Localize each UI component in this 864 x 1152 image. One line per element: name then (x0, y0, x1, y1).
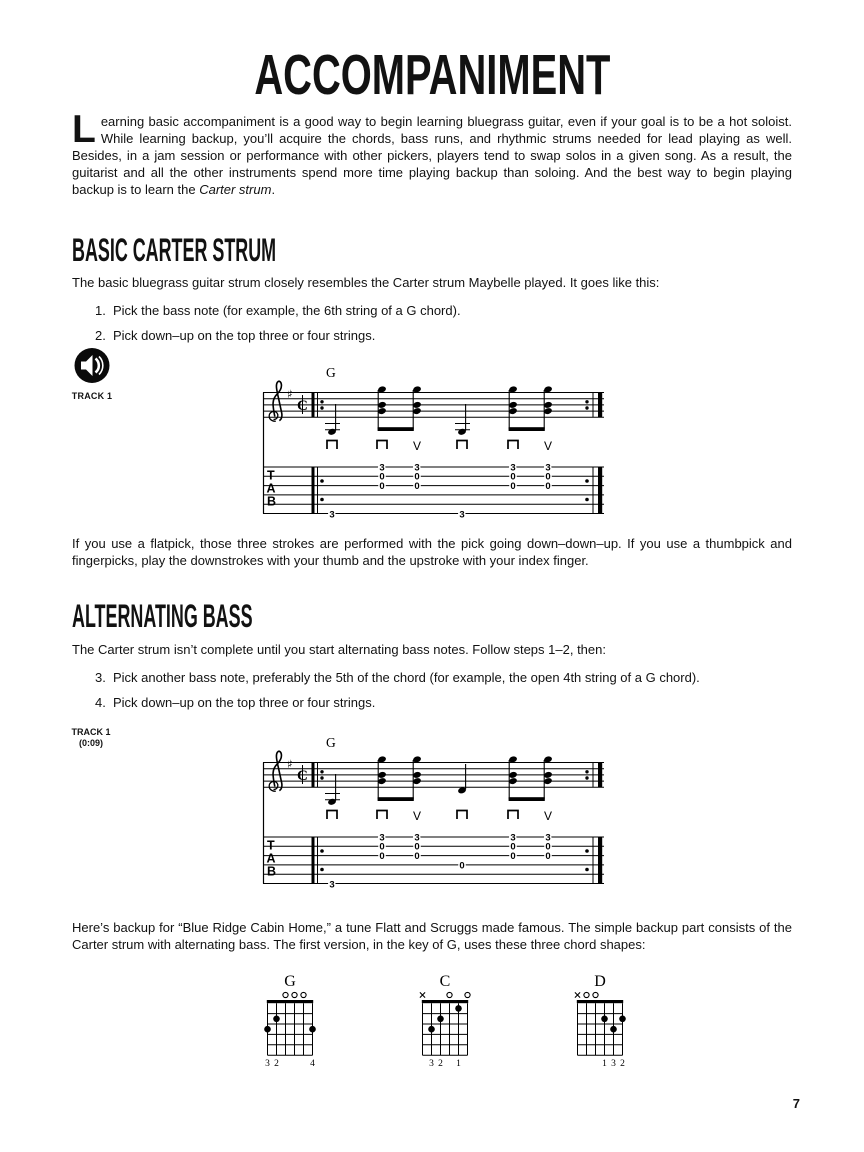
intro-paragraph: Learning basic accompaniment is a good way to begin learning bluegrass guitar, even if your goal is to be a hot soloist. While learning backup, you’ll acquire the chords, bass runs, and rhythmic strums needed for lead playing as well. Besides, in a jam session or performance with other pickers, players tend to swap solos in a given song. As a result, the guitarist and all the other instruments spend more time playing backup than soloing. And the best way to begin playing backup is to learn the Carter strum. (72, 108, 792, 197)
tab-fret: 0 (379, 481, 385, 492)
tab-letter-t: T (267, 468, 275, 483)
key-signature-sharp: ♯ (287, 387, 293, 401)
step-number: 4. (95, 695, 106, 710)
tab-fret: 0 (414, 851, 420, 862)
finger-number: 3 (611, 1059, 616, 1070)
track-1-badge (66, 347, 118, 401)
tab-fret: 3 (414, 832, 420, 844)
chord-diagram-c (417, 972, 473, 1072)
tab-fret: 0 (545, 841, 551, 853)
alternating-bass-intro: The Carter strum isn’t complete until you start alternating bass notes. Follow steps 1–2, then: (72, 642, 606, 657)
tab-fret: 0 (414, 471, 420, 483)
step-number: 1. (95, 303, 106, 318)
tab-fret: 0 (510, 851, 516, 862)
cut-time-symbol: C (297, 768, 308, 784)
chord-symbol: G (326, 365, 336, 380)
tab-fret: 0 (414, 481, 420, 492)
step-2 (95, 327, 792, 344)
tab-fret: 0 (510, 471, 516, 483)
step-text: Pick down–up on the top three or four strings. (113, 695, 376, 710)
tab-fret: 3 (459, 509, 465, 521)
music-example-alternating-bass (262, 734, 608, 892)
step-number: 3. (95, 670, 106, 685)
tab-fret: 0 (379, 851, 385, 862)
finger-number: 4 (310, 1059, 315, 1070)
tab-fret: 3 (379, 832, 385, 844)
page-number: 7 (792, 1096, 800, 1111)
beam (378, 427, 414, 431)
steps-3-4 (95, 669, 792, 719)
step-3 (95, 669, 792, 686)
key-signature-sharp: ♯ (287, 757, 293, 771)
downstroke-icon (377, 441, 387, 450)
flatpick-paragraph: If you use a flatpick, those three strokes are performed with the pick going down–down–up. If you use a thumbpick and fingerpicks, play the downstrokes with your thumb and the upstroke with your index finger. (72, 536, 792, 568)
chord-diagram-d (572, 972, 628, 1072)
upstroke-label: V (543, 809, 553, 823)
track-label: TRACK 1 (71, 391, 113, 401)
basic-carter-intro: The basic bluegrass guitar strum closely resembles the Carter strum Maybelle played. It goes like this: (72, 275, 660, 290)
tab-fret: 3 (379, 462, 385, 474)
downstroke-icon (377, 811, 387, 820)
tab-fret: 0 (510, 481, 516, 492)
steps-1-2 (95, 302, 792, 352)
finger-number: 1 (602, 1059, 607, 1070)
tab-letter-b: B (267, 494, 277, 509)
tab-fret: 3 (414, 462, 420, 474)
tab-fret: 0 (510, 841, 516, 853)
downstroke-icon (327, 441, 337, 450)
chord-name: C (439, 973, 451, 990)
step-text: Pick down–up on the top three or four strings. (113, 328, 376, 343)
tab-fret: 0 (545, 851, 551, 862)
drop-cap: L (72, 108, 96, 151)
intro-text: earning basic accompaniment is a good way to begin learning bluegrass guitar, even if your goal is to be a hot soloist. While learning backup, you’ll acquire the chords, bass runs, and rhythmic strums needed for lead playing as well. Besides, in a jam session or performance with other pickers, players tend to swap solos in a given song. As a result, the guitarist and all the other instruments spend more time playing backup than soloing. And the best way to begin playing backup is to learn the (72, 114, 792, 197)
tab-letter-a: A (266, 481, 276, 496)
audio-speaker-icon (74, 347, 110, 384)
step-text: Pick another bass note, preferably the 5th of the chord (for example, the open 4th string of a G chord). (113, 670, 700, 685)
downstroke-icon (457, 441, 467, 450)
tab-letter-a: A (266, 851, 276, 866)
treble-clef-icon (269, 381, 282, 421)
beam (509, 427, 545, 431)
backup-paragraph: Here’s backup for “Blue Ridge Cabin Home,” a tune Flatt and Scruggs made famous. The simple backup part consists of the Carter strum with alternating bass. The first version, in the key of G, uses these three chord shapes: (72, 920, 792, 952)
chord-name: G (284, 973, 296, 990)
intro-italic: Carter strum (199, 182, 272, 197)
tab-fret: 3 (545, 462, 551, 474)
tab-fret: 3 (545, 832, 551, 844)
tab-fret: 0 (545, 471, 551, 483)
beam (509, 797, 545, 801)
heading-basic-carter-strum: BASIC CARTER STRUM (72, 232, 277, 268)
upstroke-label: V (543, 439, 553, 453)
tab-fret: 3 (329, 509, 335, 521)
treble-clef-icon (269, 751, 282, 791)
step-text: Pick the bass note (for example, the 6th string of a G chord). (113, 303, 461, 318)
track-1-time-badge (62, 727, 120, 748)
chord-symbol: G (326, 735, 336, 750)
tab-fret: 3 (510, 462, 516, 474)
finger-number: 1 (456, 1059, 461, 1070)
tab-letter-b: B (267, 864, 277, 879)
track-label: TRACK 1 (71, 727, 111, 737)
finger-number: 2 (274, 1059, 279, 1070)
tab-letter-t: T (267, 838, 275, 853)
beam (378, 797, 414, 801)
track-time: (0:09) (78, 737, 103, 748)
upstroke-label: V (412, 439, 422, 453)
downstroke-icon (508, 441, 518, 450)
downstroke-icon (457, 811, 467, 820)
upstroke-label: V (412, 809, 422, 823)
tab-fret: 0 (379, 471, 385, 483)
bass-note-1 (325, 774, 340, 806)
tab-fret: 3 (510, 832, 516, 844)
tab-fret: 0 (545, 481, 551, 492)
bass-note-2 (455, 404, 470, 436)
finger-number: 3 (429, 1059, 434, 1070)
tab-fret: 3 (329, 879, 335, 891)
music-example-basic-strum (262, 364, 608, 522)
chord-name: D (594, 973, 606, 990)
page-title: ACCOMPANIMENT (253, 43, 611, 107)
step-1 (95, 302, 792, 319)
downstroke-icon (508, 811, 518, 820)
bass-note-1 (325, 404, 340, 436)
tab-fret: 0 (414, 841, 420, 853)
cut-time-symbol: C (297, 398, 308, 414)
finger-number: 2 (438, 1059, 443, 1070)
finger-number: 3 (265, 1059, 270, 1070)
finger-number: 2 (620, 1059, 625, 1070)
chord-diagram-g (262, 972, 318, 1072)
downstroke-icon (327, 811, 337, 820)
heading-alternating-bass: ALTERNATING BASS (72, 598, 253, 634)
tab-fret: 0 (379, 841, 385, 853)
tab-fret: 0 (459, 860, 465, 872)
step-4 (95, 694, 792, 711)
step-number: 2. (95, 328, 106, 343)
